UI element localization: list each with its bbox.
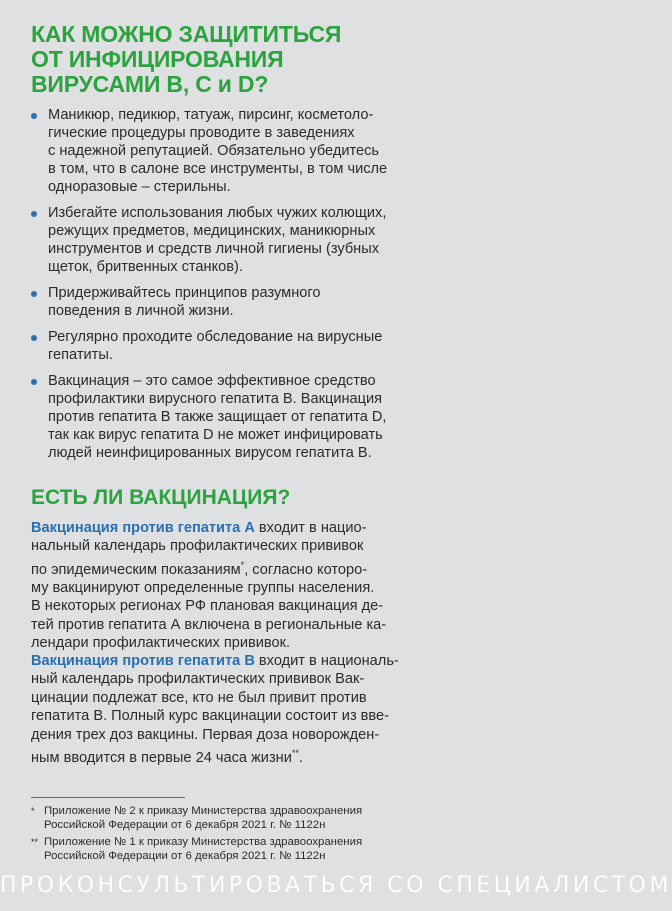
footnote-line: Российской Федерации от 6 декабря 2021 г. № 1122н (44, 850, 326, 862)
footnote-line: Российской Федерации от 6 декабря 2021 г. № 1122н (44, 819, 326, 831)
footnote-marker: ** (31, 837, 39, 847)
list-item (31, 204, 419, 276)
text-line: му вакцинируют определенные группы населения. (31, 580, 375, 597)
footnote (31, 835, 411, 863)
highlight-term: Вакцинация против гепатита В (31, 653, 255, 669)
list-item (31, 284, 419, 320)
heading-line: ВИРУСАМИ В, С и D? (31, 71, 269, 97)
text-line: В некоторых регионах РФ плановая вакцинация де- (31, 598, 384, 615)
consult-specialist-caption: ПРОКОНСУЛЬТИРОВАТЬСЯ СО СПЕЦИАЛИСТОМ (0, 873, 672, 898)
footnote-marker: ** (291, 748, 299, 759)
text-line: с надежной репутацией. Обязательно убедитесь (48, 143, 380, 159)
text-line: нальный календарь профилактических прививок (31, 538, 364, 555)
main-heading (31, 22, 411, 97)
hepatitis-b-paragraph (31, 652, 405, 767)
highlight-term: Вакцинация против гепатита А (31, 520, 255, 536)
footnote (31, 804, 411, 832)
list-item (31, 106, 419, 196)
footnote-line: Приложение № 2 к приказу Министерства здравоохранения (44, 805, 363, 817)
text-line: цинации подлежат все, кто не был привит против (31, 689, 367, 706)
text-line: гепатита В. Полный курс вакцинации состоит из вве- (31, 708, 390, 725)
text-line: режущих предметов, медицинских, маникюрных (48, 223, 376, 239)
bullet-dot-icon (31, 379, 37, 385)
text-line (31, 744, 405, 767)
heading-line: КАК МОЖНО ЗАЩИТИТЬСЯ (31, 21, 342, 47)
text-line: дения трех доз вакцины. Первая доза новорожден- (31, 726, 380, 743)
text-line: гические процедуры проводите в заведениях (48, 125, 355, 141)
bullet-dot-icon (31, 211, 37, 217)
prevention-list (31, 106, 419, 470)
text-line: людей неинфицированных вирусом гепатита В. (48, 445, 372, 461)
text-fragment: по эпидемическим показаниям (31, 561, 241, 578)
bullet-dot-icon (31, 291, 37, 297)
text-line: ный календарь профилактических прививок Вак- (31, 671, 365, 688)
text-line: Придерживайтесь принципов разумного (48, 285, 321, 301)
text-fragment: ным вводится в первые 24 часа жизни (31, 749, 292, 766)
vaccination-heading: ЕСТЬ ЛИ ВАКЦИНАЦИЯ? (31, 486, 291, 509)
text-line: тей против гепатита А включена в региональные ка- (31, 616, 387, 633)
text-fragment: , согласно которо- (244, 561, 368, 578)
text-line: щеток, бритвенных станков). (48, 259, 243, 275)
text-line: поведения в личной жизни. (48, 303, 234, 319)
text-line: инструментов и средств личной гигиены (зубных (48, 241, 380, 257)
text-fragment: . (298, 749, 303, 766)
footnote-marker: * (240, 559, 245, 570)
text-line: в том, что в салоне все инструменты, в том числе (48, 161, 388, 177)
bullet-dot-icon (31, 113, 37, 119)
footnote-marker: * (31, 806, 35, 816)
text-fragment: входит в нацио- (254, 520, 367, 536)
text-line: гепатиты. (48, 347, 113, 363)
footnote-divider (31, 797, 185, 798)
text-fragment: входит в националь- (254, 653, 399, 669)
text-line: профилактики вирусного гепатита В. Вакцинация (48, 391, 383, 407)
text-line (31, 652, 405, 670)
heading-line: ОТ ИНФИЦИРОВАНИЯ (31, 46, 284, 72)
bullet-dot-icon (31, 335, 37, 341)
text-line (31, 519, 405, 537)
text-line (31, 556, 405, 579)
hepatitis-a-paragraph (31, 519, 405, 653)
list-item (31, 372, 419, 462)
list-item (31, 328, 419, 364)
text-line: Маникюр, педикюр, татуаж, пирсинг, косметоло- (48, 107, 374, 123)
text-line: Регулярно проходите обследование на вирусные (48, 329, 383, 345)
text-line: лендари профилактических прививок. (31, 635, 291, 652)
text-line: Избегайте использования любых чужих колющих, (48, 205, 387, 221)
text-line: так как вирус гепатита D не может инфицировать (48, 427, 383, 443)
text-line: против гепатита В также защищает от гепатита D, (48, 409, 387, 425)
footnote-line: Приложение № 1 к приказу Министерства здравоохранения (44, 836, 363, 848)
text-line: одноразовые – стерильны. (48, 179, 231, 195)
text-line: Вакцинация – это самое эффективное средство (48, 373, 376, 389)
